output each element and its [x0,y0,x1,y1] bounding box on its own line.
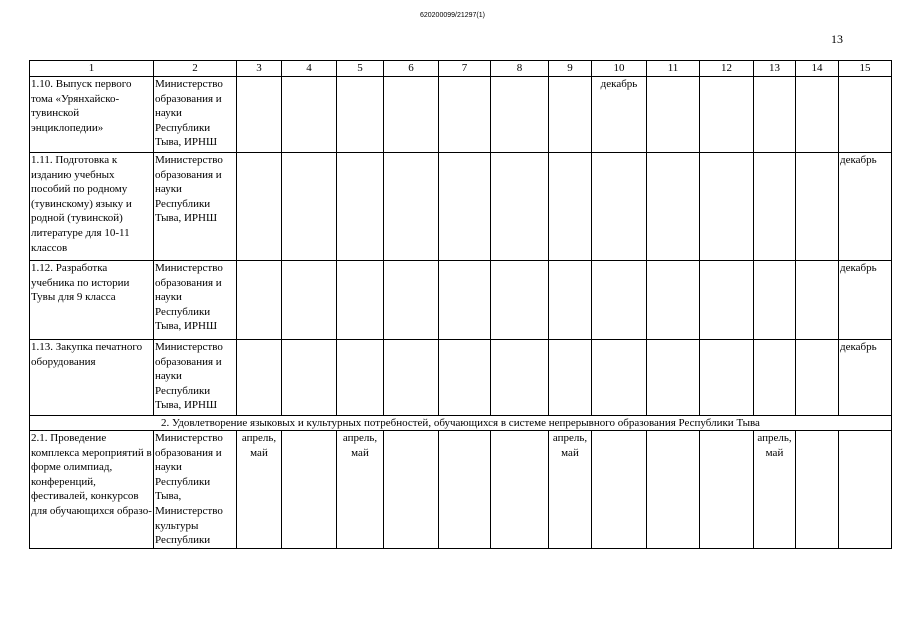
deadline-cell: апрель, май [237,431,282,549]
activity-cell: 1.11. Подготовка к изданию учебных пособий по родному (тувинскому) языку и родной (тувинской) литературе для 10-11 классов [30,153,154,261]
deadline-cell: апрель, май [337,431,384,549]
deadline-cell: декабрь [839,340,892,416]
document-id: 620200099/21297(1) [419,12,485,19]
header-cell: 7 [439,61,491,77]
header-cell: 1 [30,61,154,77]
header-cell: 13 [754,61,796,77]
activity-cell: 2.1. Проведение комплекса мероприятий в форме олимпиад, конференций, фестивалей, конкурсов для обучающихся образо- [30,431,154,549]
activity-cell: 1.10. Выпуск первого тома «Урянхайско-тувинской энциклопедии» [30,77,154,153]
table-row [30,77,892,153]
header-cell: 3 [237,61,282,77]
executor-cell: Министерство образования и науки Республики Тыва, ИРНШ [154,153,237,261]
deadline-cell: апрель, май [549,431,592,549]
table-row [30,431,892,549]
header-cell: 2 [154,61,237,77]
plan-table [29,60,892,549]
deadline-cell: декабрь [839,153,892,261]
section-title: 2. Удовлетворение языковых и культурных потребностей, обучающихся в системе непрерывного образования Республики Тыва [30,416,892,431]
page-number: 13 [831,32,843,46]
executor-cell: Министерство образования и науки Республики Тыва, ИРНШ [154,77,237,153]
header-cell: 8 [491,61,549,77]
header-cell: 5 [337,61,384,77]
header-cell: 6 [384,61,439,77]
header-cell: 4 [282,61,337,77]
header-cell: 9 [549,61,592,77]
activity-cell: 1.13. Закупка печатного оборудования [30,340,154,416]
header-cell: 11 [647,61,700,77]
header-cell: 15 [839,61,892,77]
table-row [30,261,892,340]
deadline-cell: декабрь [839,261,892,340]
executor-cell: Министерство образования и науки Республики Тыва, ИРНШ [154,340,237,416]
activity-cell: 1.12. Разработка учебника по истории Тувы для 9 класса [30,261,154,340]
deadline-cell: апрель, май [754,431,796,549]
section-row [30,416,892,431]
header-cell: 12 [700,61,754,77]
header-row [30,61,892,77]
table-row [30,153,892,261]
deadline-cell: декабрь [592,77,647,153]
header-cell: 10 [592,61,647,77]
executor-cell: Министерство образования и науки Республики Тыва, Министерство культуры Республики [154,431,237,549]
executor-cell: Министерство образования и науки Республики Тыва, ИРНШ [154,261,237,340]
header-cell: 14 [796,61,839,77]
table-row [30,340,892,416]
